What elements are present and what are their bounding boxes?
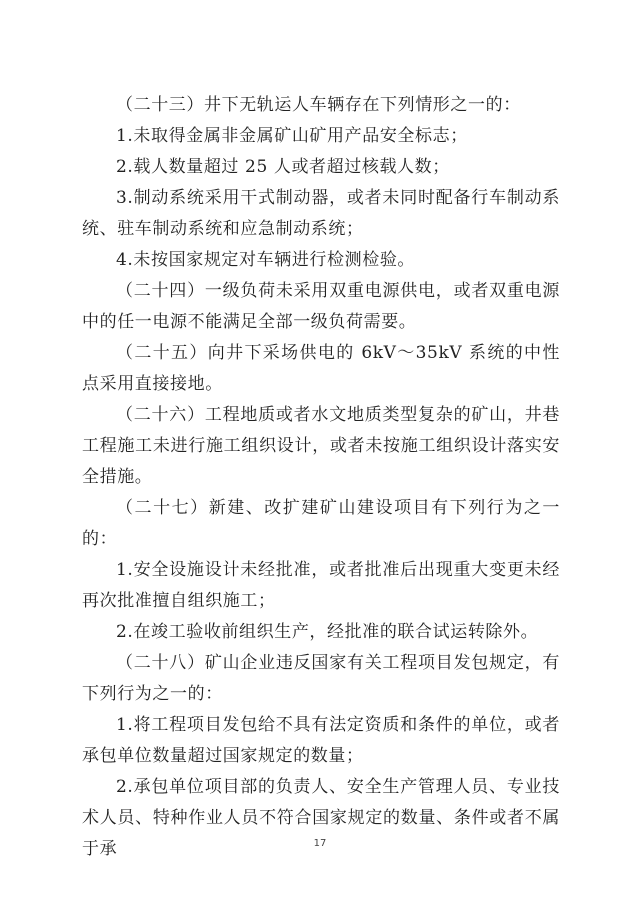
paragraph-item-24: （二十四）一级负荷未采用双重电源供电，或者双重电源中的任一电源不能满足全部一级负荷需要。 <box>82 281 560 332</box>
paragraph-item-28-heading: （二十八）矿山企业违反国家有关工程项目发包规定，有下列行为之一的： <box>82 653 560 704</box>
paragraph-item-26: （二十六）工程地质或者水文地质类型复杂的矿山，井巷工程施工未进行施工组织设计，或者未按施工组织设计落实安全措施。 <box>82 405 560 487</box>
paragraph-item-28-2: 2.承包单位项目部的负责人、安全生产管理人员、专业技术人员、特种作业人员不符合国家规定的数量、条件或者不属于承 <box>82 777 560 859</box>
paragraph-item-23-3: 3.制动系统采用干式制动器，或者未同时配备行车制动系统、驻车制动系统和应急制动系统； <box>82 188 560 239</box>
paragraph-item-23-2: 2.载人数量超过 25 人或者超过核载人数； <box>116 157 450 177</box>
page-body <box>82 90 560 865</box>
paragraph-item-27-1: 1.安全设施设计未经批准，或者批准后出现重大变更未经再次批准擅自组织施工； <box>82 560 560 611</box>
paragraph-item-23-heading: （二十三）井下无轨运人车辆存在下列情形之一的： <box>116 95 521 115</box>
paragraph-item-25: （二十五）向井下采场供电的 6kV～35kV 系统的中性点采用直接接地。 <box>82 343 560 394</box>
paragraph-item-27-heading: （二十七）新建、改扩建矿山建设项目有下列行为之一的： <box>82 498 560 549</box>
page-number: 17 <box>313 838 327 849</box>
paragraph-item-28-1: 1.将工程项目发包给不具有法定资质和条件的单位，或者承包单位数量超过国家规定的数量； <box>82 715 560 766</box>
paragraph-item-27-2: 2.在竣工验收前组织生产，经批准的联合试运转除外。 <box>116 622 539 642</box>
paragraph-item-23-1: 1.未取得金属非金属矿山矿用产品安全标志； <box>116 126 468 146</box>
paragraph-item-23-4: 4.未按国家规定对车辆进行检测检验。 <box>116 250 416 270</box>
